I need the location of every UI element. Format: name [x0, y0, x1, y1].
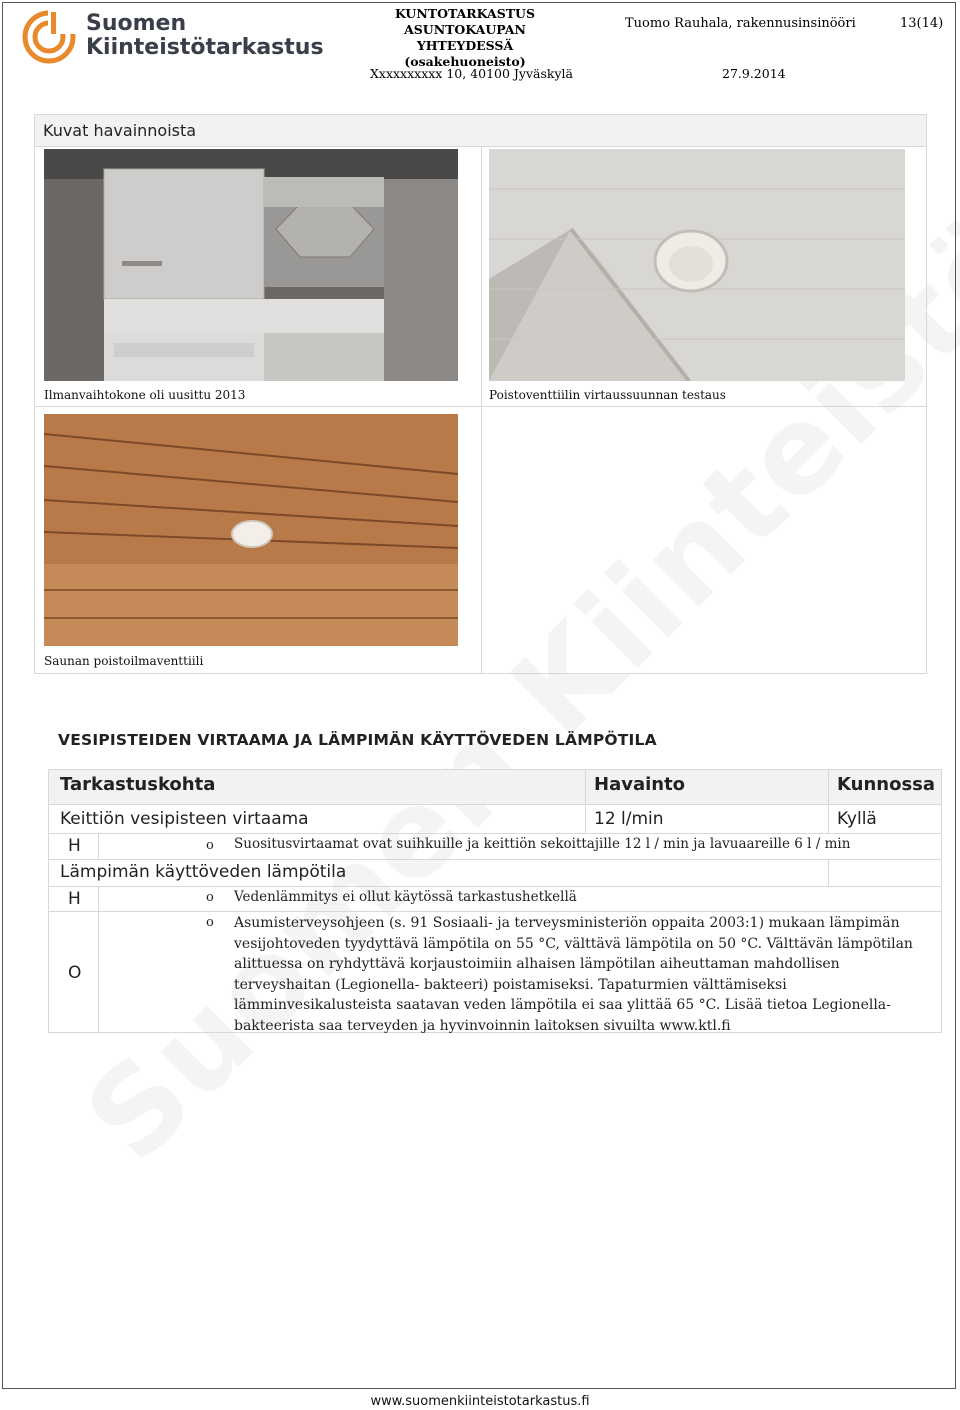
photo-exhaust-valve	[489, 149, 905, 381]
photo-divider	[481, 147, 482, 406]
doc-title-1: KUNTOTARKASTUS	[395, 6, 535, 21]
observation-code: H	[68, 889, 81, 909]
table-row-divider	[49, 833, 941, 834]
table-cell-item: Keittiön vesipisteen virtaama	[60, 809, 309, 829]
photos-title: Kuvat havainnoista	[35, 115, 926, 147]
page-number: 13(14)	[900, 16, 944, 31]
column-header-item: Tarkastuskohta	[60, 774, 216, 795]
table-col-divider	[828, 770, 829, 833]
footer-website: www.suomenkiinteistotarkastus.fi	[370, 1394, 590, 1409]
photo-caption: Poistoventtiilin virtaussuunnan testaus	[489, 388, 726, 402]
photo-ventilation-unit	[44, 149, 458, 381]
property-address: Xxxxxxxxxx 10, 40100 Jyväskylä	[370, 66, 573, 81]
observation-code: H	[68, 836, 81, 856]
table-col-divider	[828, 859, 829, 886]
note-text: Suositusvirtaamat ovat suihkuille ja keittiön sekoittajille 12 l / min ja lavuaareille 6 l / min	[234, 836, 851, 852]
note-text: Vedenlämmitys ei ollut käytössä tarkastushetkellä	[234, 889, 577, 905]
table-row-divider	[49, 859, 941, 860]
doc-title-2: ASUNTOKAUPAN YHTEYDESSÄ	[404, 22, 526, 53]
table-cell-observation: 12 l/min	[594, 809, 664, 829]
table-col-divider	[98, 833, 99, 859]
photo-caption: Saunan poistoilmaventtiili	[44, 654, 204, 668]
section-title: VESIPISTEIDEN VIRTAAMA JA LÄMPIMÄN KÄYTTÖVEDEN LÄMPÖTILA	[58, 731, 657, 749]
logo-wordmark	[86, 12, 324, 60]
table-cell-ok: Kyllä	[837, 809, 877, 829]
table-cell-item: Lämpimän käyttöveden lämpötila	[60, 862, 347, 882]
logo-line-2: Kiinteistötarkastus	[86, 35, 324, 60]
table-row-divider	[49, 911, 941, 912]
inspection-date: 27.9.2014	[722, 66, 786, 81]
photo-caption: Ilmanvaihtokone oli uusittu 2013	[44, 388, 246, 402]
bullet-marker: o	[206, 890, 214, 905]
observation-code: O	[68, 963, 82, 983]
table-col-divider	[98, 886, 99, 1032]
table-row-divider	[49, 886, 941, 887]
table-col-divider	[585, 770, 586, 833]
table-row-divider	[49, 804, 941, 805]
page-header	[0, 0, 960, 90]
logo-icon	[22, 10, 76, 64]
column-header-observation: Havainto	[594, 774, 686, 795]
inspector-name: Tuomo Rauhala, rakennusinsinööri	[625, 16, 856, 31]
bullet-marker: o	[206, 838, 214, 853]
document-title	[360, 6, 570, 70]
photo-divider	[481, 406, 482, 674]
logo-line-1: Suomen	[86, 11, 187, 36]
doc-title-3: (osakehuoneisto)	[404, 54, 526, 69]
column-header-ok: Kunnossa	[837, 774, 936, 795]
bullet-marker: o	[206, 915, 214, 930]
info-paragraph: Asumisterveysohjeen (s. 91 Sosiaali- ja terveysministeriön oppaita 2003:1) mukaan lämpimän vesijohtoveden tyydyttävä lämpötila on 55 °C, välttävä lämpötila on 50 °C. Välttävän lämpötilan alittuessa on ryhdyttävä korjaustoimiin alhaisen lämpötilan aiheuttaman mahdollisen terveyshaitan (Legionella- bakteeri) poistamiseksi. Tapaturmien välttämiseksi lämminvesikalusteista saatavan veden lämpötila ei saa ylittää 65 °C. Lisää tietoa Legionella- bakteerista saa terveyden ja hyvinvoinnin laitoksen sivuilta www.ktl.fi	[234, 915, 913, 1034]
photo-sauna-valve	[44, 414, 458, 646]
